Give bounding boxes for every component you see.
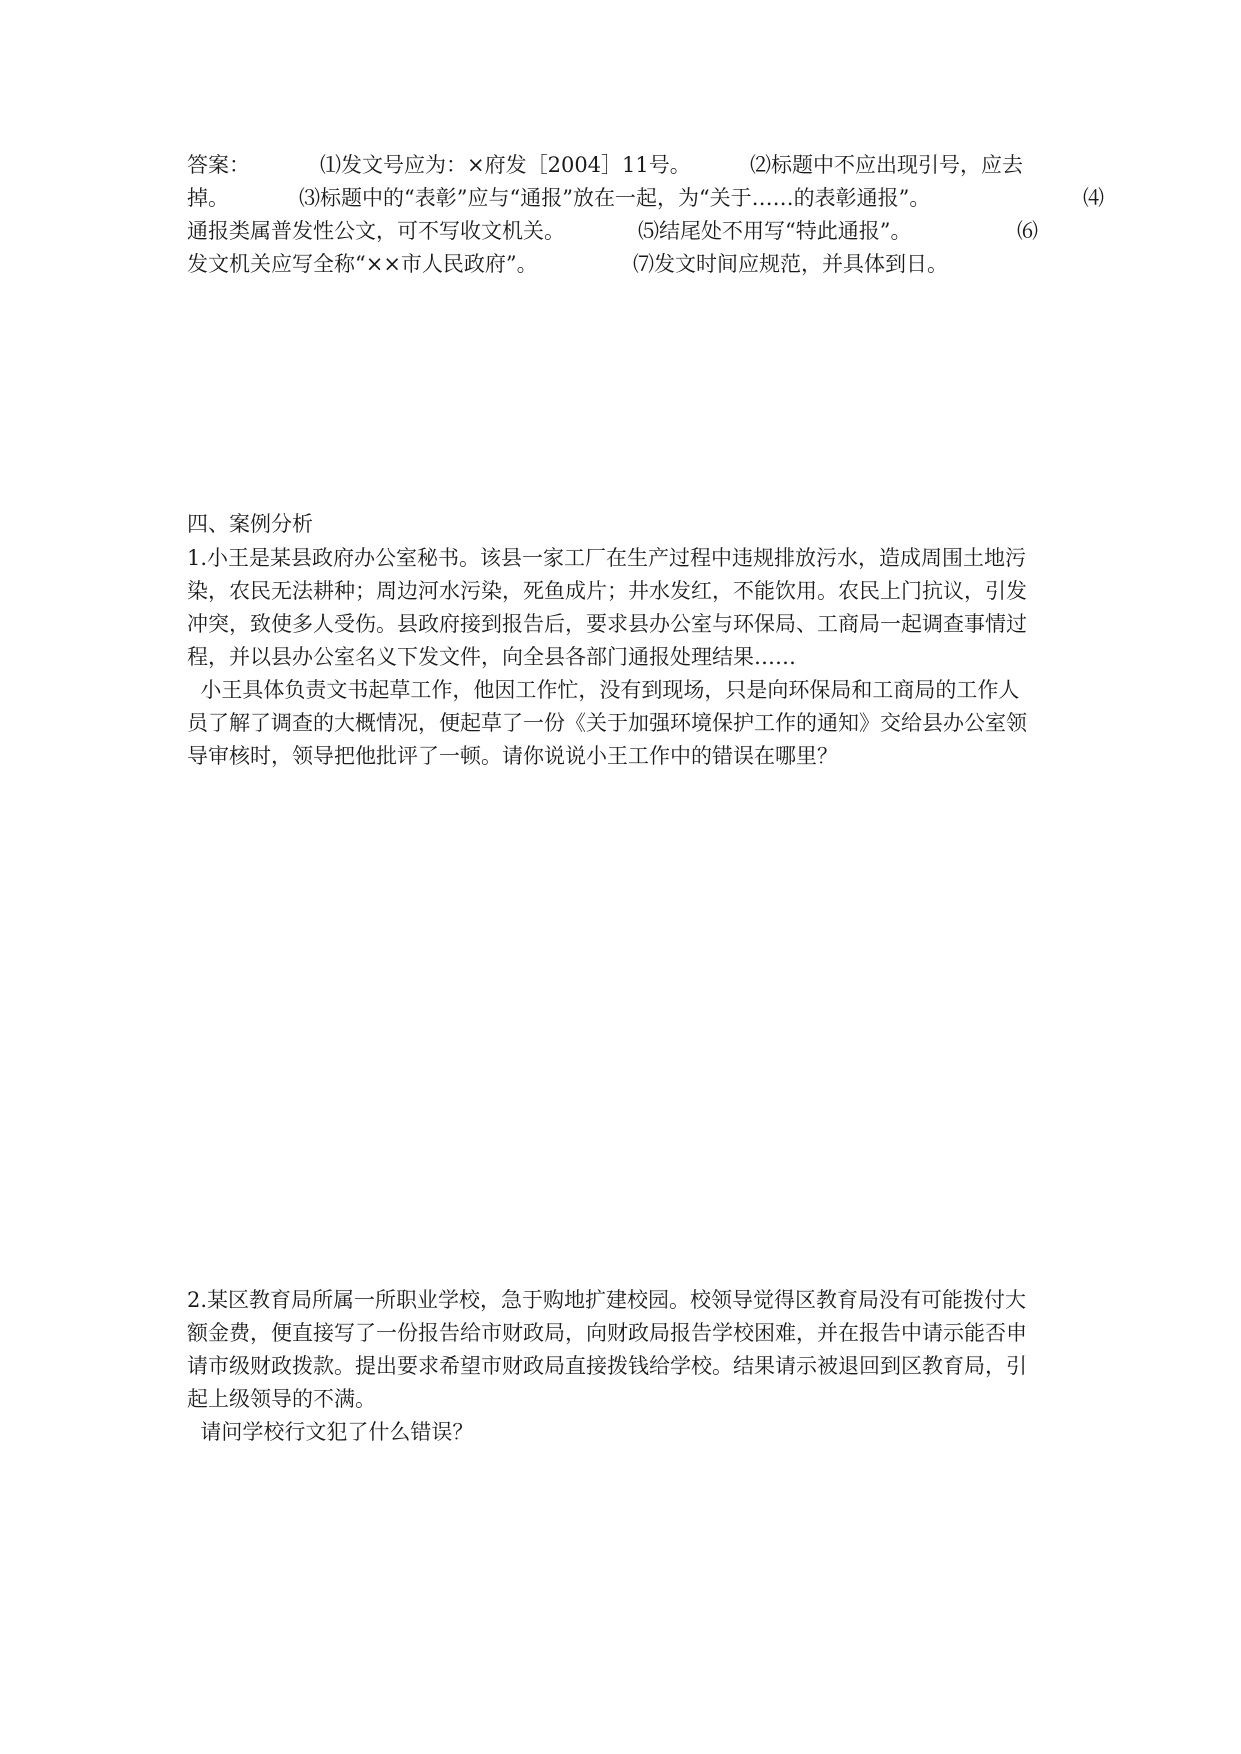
case1-line: 程，并以县办公室名义下发文件，向全县各部门通报处理结果…… — [187, 645, 796, 669]
answer-item-1: ⑴发文号应为：×府发［2004］11号。 — [320, 153, 691, 177]
case2-line: 请市级财政拨款。提出要求希望市财政局直接拨钱给学校。结果请示被退回到区教育局，引 — [187, 1354, 1027, 1378]
answer-text: 通报类属普发性公文，可不写收文机关。 — [187, 219, 565, 243]
answer-item-7: ⑺发文时间应规范，并具体到日。 — [633, 252, 948, 276]
case1-question: 导审核时，领导把他批评了一顿。请你说说小王工作中的错误在哪里？ — [187, 744, 838, 768]
case1-line: 员了解了调查的大概情况，便起草了一份《关于加强环境保护工作的通知》交给县办公室领 — [187, 711, 1027, 735]
case1-line: 染，农民无法耕种；周边河水污染，死鱼成片；井水发红，不能饮用。农民上门抗议，引发 — [187, 579, 1027, 603]
answer-item-2: ⑵标题中不应出现引号，应去 — [750, 153, 1023, 177]
case2-line: 起上级领导的不满。 — [187, 1387, 376, 1411]
answer-item-4-number: ⑷ — [1083, 186, 1104, 210]
answer-item-3: ⑶标题中的“表彰”应与“通报”放在一起，为“关于……的表彰通报”。 — [299, 186, 931, 210]
case2-line: 2.某区教育局所属一所职业学校，急于购地扩建校园。校领导觉得区教育局没有可能拨付大 — [187, 1288, 1027, 1312]
answer-item-5: ⑸结尾处不用写“特此通报”。 — [638, 219, 912, 243]
answer-line-4 — [187, 249, 948, 339]
section-heading: 四、案例分析 — [187, 512, 313, 536]
case1-line: 1.小王是某县政府办公室秘书。该县一家工厂在生产过程中违规排放污水，造成周围土地污 — [187, 546, 1027, 570]
answer-label: 答案： — [187, 153, 250, 177]
case2-question: 请问学校行文犯了什么错误？ — [187, 1420, 474, 1444]
answer-text: 发文机关应写全称“××市人民政府”。 — [187, 252, 538, 276]
case2-line: 额金费，便直接写了一份报告给市财政局，向财政局报告学校困难，并在报告中请示能否申 — [187, 1321, 1027, 1345]
answer-text: 掉。 — [187, 186, 229, 210]
case1-line: 冲突，致使多人受伤。县政府接到报告后，要求县办公室与环保局、工商局一起调查事情过 — [187, 612, 1027, 636]
case1-line: 小王具体负责文书起草工作，他因工作忙，没有到现场，只是向环保局和工商局的工作人 — [187, 678, 1020, 702]
answer-item-6-number: ⑹ — [1017, 219, 1038, 243]
